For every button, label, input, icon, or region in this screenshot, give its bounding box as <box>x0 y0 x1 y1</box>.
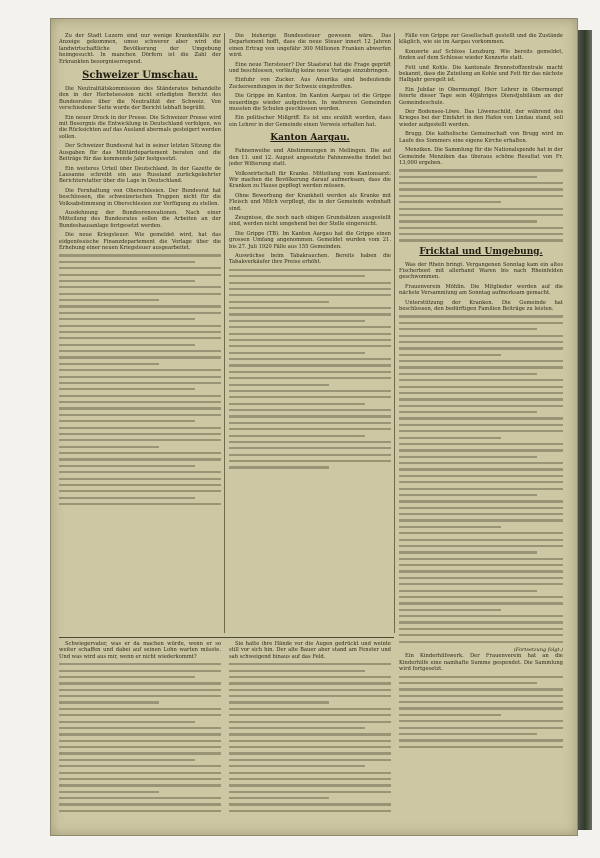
article: Ein Jubilar in Obermumpf. Herr Lehrer in Obermumpf feierte dieser Tage sein 40jähriges Dienstjubiläum an der Gemeindeschule. <box>399 86 563 106</box>
story-text: Schwiegervater, was er da machen würde, wenn er so weiter schaffen und dabei auf seinen Lohn warten müsste. Und was wird aus mir, wenn er nicht wiederkommt? <box>59 641 221 660</box>
text-lines <box>59 254 221 505</box>
column-2 <box>229 33 391 633</box>
article: Die Fernhaltung von Oberschlesien. Der Bundesrat hat beschlossen, die schweizerischen Truppen nicht für die Volksabstimmung in Oberschlesien zur Verfügung zu stellen. <box>59 187 221 207</box>
article: Menziken. Die Sammlung für die Nationalspende hat in der Gemeinde Menziken das überaus schöne Resultat von Fr. 13,000 ergeben. <box>399 147 563 166</box>
article: Ein neuer Druck in der Presse. Die Schweizer Presse wird mit Besorgnis die Entwicklung in Deutschland verfolgen, wo die Rücksichten auf das Ausland abermals gesteigert werden sollen. <box>59 114 221 140</box>
column-divider <box>394 33 395 633</box>
article: Eine neue Tiersteuer? Der Staatsrat hat die Frage geprüft und beschlossen, vorläufig keine neue Vorlage einzubringen. <box>229 61 391 75</box>
text-lines <box>229 269 391 469</box>
text-lines <box>399 676 563 748</box>
article: Die neue Kriegsteuer. Wie gemeldet wird, hat das eidgenössische Finanzdepartement die Vorlage über die Erhebung einer neuen Kriegsteuer ausgearbeitet. <box>59 232 221 251</box>
article: Die Grippe im Kanton. Im Kanton Aargau ist die Grippe neuerdings wieder aufgetreten. In mehreren Gemeinden mussten die Schulen geschlossen werden. <box>229 93 391 113</box>
feuilleton-column-1 <box>59 641 221 829</box>
column-3 <box>399 33 563 823</box>
article: Fahnenweihe und Abstimmungen in Mellingen. Die auf den 11. und 12. August angesetzte Fahnenweihe findet bei jeder Witterung statt. <box>229 148 391 168</box>
column-1 <box>59 33 221 633</box>
article: Unterstützung der Kranken. Die Gemeinde hat beschlossen, den bedürftigen Familien Beiträge zu leisten. <box>399 299 563 313</box>
feuilleton-divider <box>59 637 394 638</box>
text-lines <box>399 315 563 642</box>
feuilleton-column-2 <box>229 641 391 829</box>
article: Die bisherige Bundessteuer gewesen wäre. Das Departement hofft, dass die neue Steuer innert 12 Jahren einen Ertrag von ungefähr 300 Millionen Franken abwerfen wird. <box>229 33 391 59</box>
article: Ein Kinderhilfswerk. Der Frauenverein hat an die Kinderhilfe eine namhafte Summe gespendet. Die Sammlung wird fortgesetzt. <box>399 653 563 673</box>
article: Die Neutralitätskommission des Ständerates behandelte den in der Herbstsession nicht erledigten Bericht des Bundesrates über die Neutralität der Schweiz. Von verschiedener Seite wurde der Bericht lebhaft begrüßt. <box>59 86 221 112</box>
article: Zeugnisse, die noch nach obigen Grundsätzen ausgestellt sind, werden nicht umgehend bei der Stelle eingereicht. <box>229 214 391 228</box>
text-lines <box>59 663 221 812</box>
article: Konzerte auf Schloss Lenzburg. Wie bereits gemeldet, finden auf dem Schlosse wieder Konzerte statt. <box>399 48 563 62</box>
text-lines <box>229 663 391 812</box>
article: Ein weiteres Urteil über Deutschland. In der Gazette de Lausanne schreibt ein aus Russland zurückgekehrter Berichterstatter über die Lage in Deutschland. <box>59 165 221 185</box>
article: Fälle von Grippe zur Gesellschaft gestellt und die Zustände kläglich, wie sie im Aargau vorkommen. <box>399 33 563 46</box>
newspaper-page <box>50 18 578 836</box>
continuation-note: (Fortsetzung folgt.) <box>513 646 563 653</box>
article: Auswüchse beim Tabakrauchen. Bereits haben die Tabakverkäufer ihre Preise erhöht. <box>229 252 391 266</box>
article: Ohne Bewerbung der Krankheit werden als Kranke mit Fleisch und Milch verpflegt, die in der Gemeinde wohnhaft sind. <box>229 192 391 212</box>
article: Der Bodensee-Löwe. Das Löwenschild, der während des Krieges bei der Einfahrt in den Hafen von Lindau stand, soll wieder aufgestellt werden. <box>399 109 563 128</box>
article: Was der Rhein bringt. Vergangenen Sonntag kam ein altes Fischerboot mit allerhand Waren bis nach Rheinfelden geschwommen. <box>399 261 563 281</box>
article: Volkswirtschaft für Kranke. Mitteilung vom Kantonsarzt: Wir machen die Bevölkerung darauf aufmerksam, dass die Kranken zu Hause gepflegt werden müssen. <box>229 170 391 190</box>
article: Einfuhr von Zucker. Aus Amerika sind bedeutende Zuckersendungen in der Schweiz eingetroffen. <box>229 77 391 90</box>
section-heading: Kanton Aargau. <box>270 133 350 144</box>
article: Brugg. Die katholische Gemeinschaft von Brugg wird im Laufe des Sommers eine eigene Kirche erhalten. <box>399 131 563 144</box>
article: Ausdehnung der Bundesrenovationen. Nach einer Mitteilung des Bundesrates sollen die Arbeiten an der Bundeshausanlage fortgesetzt werden. <box>59 209 221 229</box>
section-heading: Schweizer Umschau. <box>82 70 198 82</box>
article: Fett und Kohle. Die kantonale Brennstoffzentrale macht bekannt, dass die Zuteilung an Kohle und Fett für das nächste Halbjahr geregelt ist. <box>399 64 563 84</box>
section-heading: Fricktal und Umgebung. <box>419 246 543 257</box>
book-binding-edge <box>578 30 592 830</box>
column-divider <box>224 33 225 633</box>
article: Frauenverein Möhlin. Die Mitglieder werden auf die nächste Versammlung am Sonntag aufmerksam gemacht. <box>399 283 563 297</box>
article: Ein politischer Mißgriff. Es ist uns erzählt worden, dass ein Lehrer in der Gemeinde einen Verweis erhalten hat. <box>229 115 391 128</box>
article: Die Grippe (TB). Im Kanton Aargau hat die Grippe einen grossen Umfang angenommen. Gemeldet wurden vom 21. bis 27. Juli 1920 Fälle aus 155 Gemeinden. <box>229 230 391 250</box>
story-text: Sie hatte ihre Hände vor die Augen gedrückt und weinte still vor sich hin. Der alte Bauer aber stand am Fenster und sah schweigend hinaus auf das Feld. <box>229 641 391 660</box>
article: Zu der Stadt Luzern sind nur wenige Krankenfälle zur Anzeige gekommen, umso schwerer aber wird die landwirtschaftliche Bevölkerung der Umgebung heimgesucht. In manchen Dörfern ist die Zahl der Erkrankten besorgniserregend. <box>59 33 221 65</box>
article: Der Schweizer Bundesrat hat in seiner letzten Sitzung die Ausgaben für das Militärdepartement beraten und die Beiträge für das kommende Jahr festgesetzt. <box>59 143 221 163</box>
text-lines <box>399 169 563 241</box>
